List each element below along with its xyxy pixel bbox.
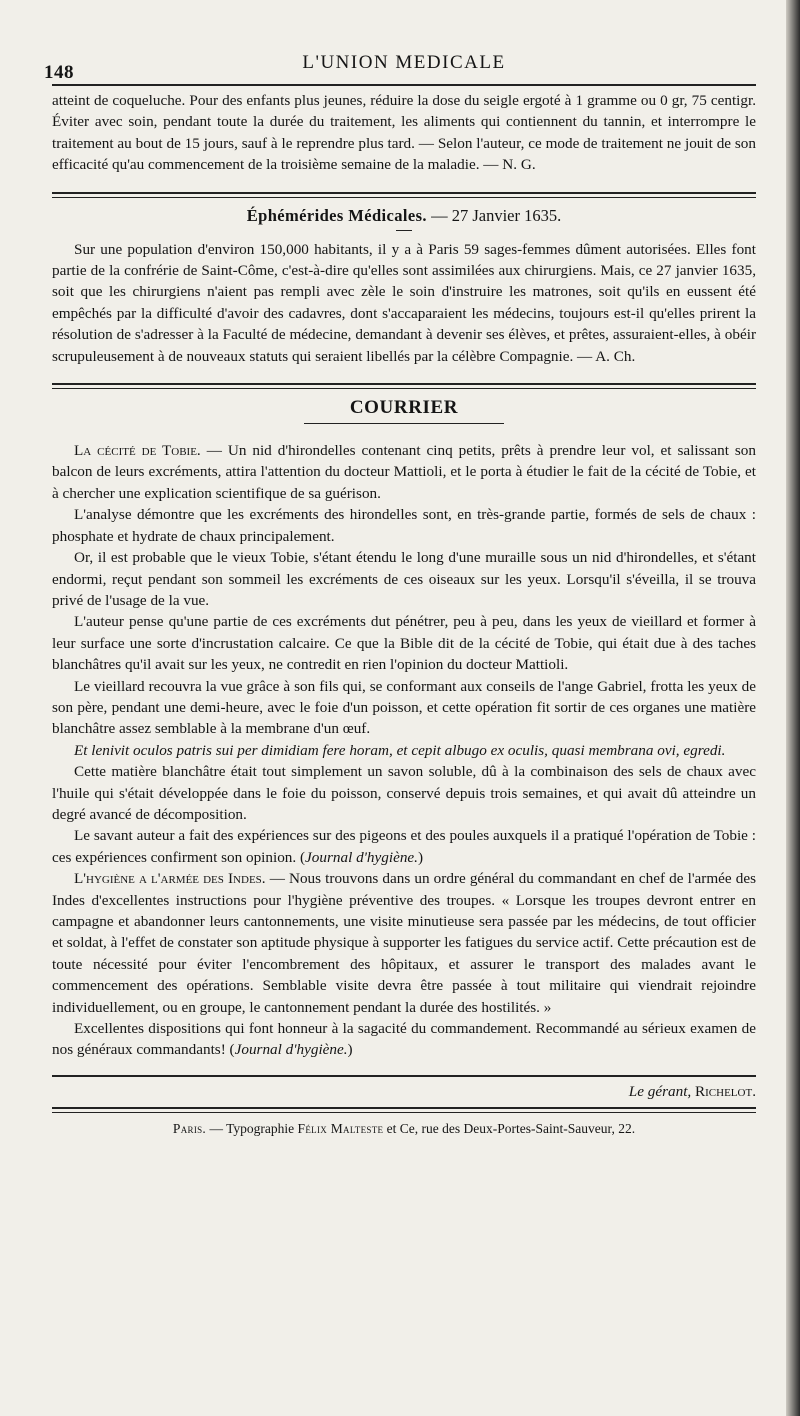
- courrier-paragraph: Le savant auteur a fait des expériences sur des pigeons et des poules auxquels il a pratiqué l'opération de Tobie : ces expériences confirment son opinion. (Journal d'hygiène.): [52, 827, 756, 866]
- page-number: 148: [44, 62, 74, 83]
- header-rule: [52, 84, 756, 86]
- imprint-footer: Paris. — Typographie Félix Malteste et Ce, rue des Deux-Portes-Saint-Sauveur, 22.: [172, 1120, 636, 1136]
- courrier-underline: [304, 423, 504, 424]
- courrier-paragraph: Le vieillard recouvra la vue grâce à son fils qui, se conformant aux conseils de l'ange Gabriel, frotta les yeux de son père, pendant une demi-heure, avec le foie d'un poisson, et cette opération fit sortir de ces organes une matière blanchâtre assez semblable à la membrane d'un œuf.: [52, 677, 756, 738]
- ephemerides-heading: [52, 206, 756, 226]
- article-lead: La cécité de Tobie.: [74, 442, 201, 460]
- book-spine-shadow: [786, 0, 800, 1416]
- heading-dash: [396, 230, 412, 231]
- signature-label: Le gérant,: [628, 1082, 692, 1100]
- courrier-paragraph: L'auteur pense qu'une partie de ces excréments dut pénétrer, peu à peu, dans les yeux de vieillard et former à leur surface une sorte d'incrustation calcaire. Ce que la Bible dit de la cécité de Tobie, qui était due à des taches blanchâtres qu'il avait sur les yeux, ne contredit en rien l'opinion du docteur Mattioli.: [52, 613, 756, 674]
- signature-line: [52, 1083, 756, 1101]
- signature-rule: [52, 1075, 756, 1077]
- courrier-paragraph: La cécité de Tobie. — Un nid d'hirondelles contenant cinq petits, prêts à prendre leur vol, et salissant son balcon de leurs excréments, attira l'attention du docteur Mattioli, et le porta à étudier le fait de la cécité de Tobie, et à chercher une explication scientifique de sa guérison.: [52, 442, 756, 502]
- ephemerides-paragraph: Sur une population d'environ 150,000 habitants, il y a à Paris 59 sages-femmes dûment autorisées. Elles font partie de la confrérie de Saint-Côme, c'est-à-dire qu'elles sont assimilées aux chirurgiens. Mais, ce 27 janvier 1635, soit que les chirurgiens n'aient pas rempli avec zèle le soin d'instruire les matrones, soit qu'ils en eussent été empêchés par la difficulté d'avoir des cadavres, dont s'accaparaient les médecins, toujours est-il qu'elles prirent la résolution de s'adresser à la Faculté de médecine, demandant à devenir ses élèves, et prêtes, assuraient-elles, à obéir scrupuleusement à de nouveaux statuts qui seraient libellés par la célèbre Compagnie. — A. Ch.: [52, 240, 756, 365]
- journal-citation: Journal d'hygiène.: [234, 1041, 348, 1059]
- courrier-paragraph: L'hygiène a l'armée des Indes. — Nous trouvons dans un ordre général du commandant en chef de l'armée des Indes d'excellentes instructions pour l'hygiène préventive des troupes. « Lorsque les troupes devront entrer en campagne et abandonner leurs cantonnements, une visite minutieuse sera passée par les médecins, de tout officier et soldat, à l'effet de constater son aptitude physique à supporter les fatigues du service actif. Cette précaution est de toute nécessité pour éviter l'encombrement des hôpitaux, et assurer le transport des malades avant le commencement des opérations. Semblable visite devra être passée à tout militaire qui viendrait rejoindre individuellement, ou en groupe, le cantonnement pendant la durée des hostilités. »: [52, 870, 756, 1016]
- section-divider: [52, 192, 756, 198]
- section-divider: [52, 383, 756, 389]
- ephemerides-date: — 27 Janvier 1635.: [431, 205, 562, 225]
- signature-name: Richelot.: [695, 1082, 756, 1100]
- courrier-paragraph: Or, il est probable que le vieux Tobie, s'étant étendu le long d'une muraille sous un nid d'hirondelles, et s'étant endormi, reçut pendant son sommeil les excréments de ces oiseaux sur les yeux. Lorsqu'il s'éveilla, il se trouva privé de l'usage de la vue.: [52, 549, 756, 609]
- courrier-title: COURRIER: [349, 397, 459, 419]
- intro-paragraph: atteint de coqueluche. Pour des enfants plus jeunes, réduire la dose du seigle ergoté à 1 gramme ou 0 gr, 75 centigr. Éviter avec soin, pendant toute la durée du traitement, les aliments qui contiennent du tannin, et interrompre le traitement au bout de 15 jours, sauf à le reprendre plus tard. — Selon l'auteur, ce mode de traitement ne jouit de son efficacité qu'au commencement de la troisième semaine de la maladie. — N. G.: [52, 92, 756, 174]
- courrier-paragraph: Excellentes dispositions qui font honneur à la sagacité du commandement. Recommandé au sérieux examen de nos généraux commandants! (Journal d'hygiène.): [52, 1020, 756, 1059]
- imprint-printer: Félix Malteste: [297, 1120, 384, 1136]
- courrier-paragraph: Cette matière blanchâtre était tout simplement un savon soluble, dû à la combinaison des sels de chaux avec l'huile qui s'était développée dans le foie du poisson, conservé depuis trois semaines, et qui avait dû atteindre un degré avancé de décomposition.: [52, 763, 756, 823]
- journal-citation: Journal d'hygiène.: [305, 848, 418, 866]
- ephemerides-title: Éphémérides Médicales.: [246, 205, 427, 225]
- running-title: L'UNION MEDICALE: [302, 52, 506, 73]
- page-header: [44, 48, 756, 83]
- article-lead: L'hygiène a l'armée des Indes.: [74, 870, 266, 888]
- footer-rule: [52, 1107, 756, 1113]
- latin-quotation: Et lenivit oculos patris sui per dimidiam fere horam, et cepit albugo ex oculis, quasi membrana ovi, egredi.: [74, 741, 726, 759]
- imprint-city: Paris.: [172, 1120, 207, 1136]
- courrier-paragraph: L'analyse démontre que les excréments des hirondelles sont, en très-grande partie, formés de sels de chaux : phosphate et hydrate de chaux principalement.: [52, 506, 756, 545]
